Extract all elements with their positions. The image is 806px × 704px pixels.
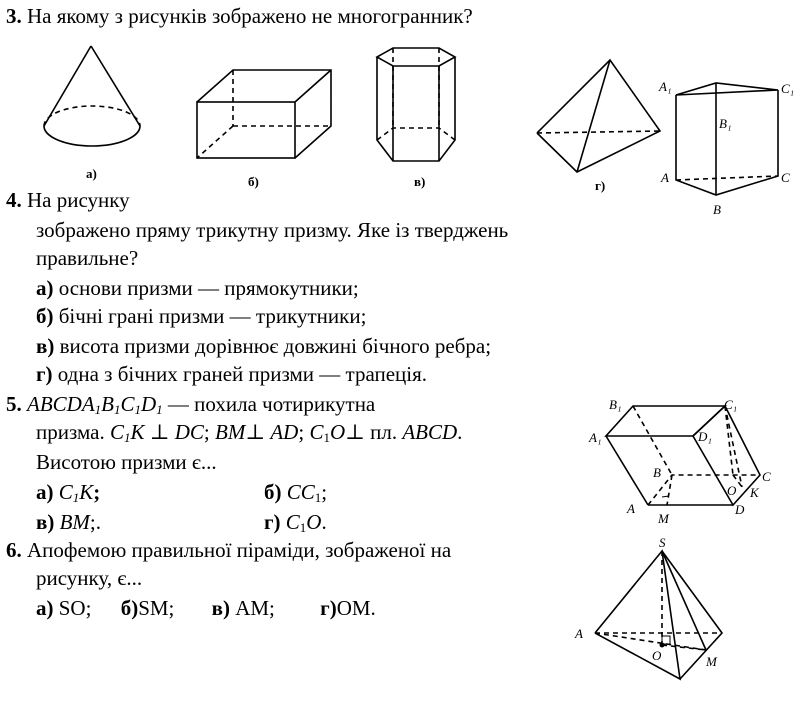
q6-option-c: в) AM;: [211, 596, 275, 620]
q4-option-a: а) основи призми — прямокутники;: [36, 276, 359, 300]
svg-text:A: A: [627, 501, 635, 516]
svg-text:M: M: [658, 511, 669, 526]
caption-a: а): [86, 166, 97, 181]
q5-prism-name: $ABCDA_1B_1C_1D_1$: [27, 392, 163, 417]
q6-option-a: а) SO;: [36, 596, 92, 620]
q4-text-1: На рисунку: [27, 188, 130, 212]
svg-text:K: K: [750, 485, 759, 500]
svg-text:C: C: [762, 469, 771, 484]
q5-line3: Висотою призми є...: [36, 450, 217, 474]
svg-text:C₁: C₁: [724, 397, 738, 412]
q4-option-c: в) висота призми дорівнює довжині бічного ребра;: [36, 334, 492, 358]
q4-option-b: б) бічні грані призми — трикутники;: [36, 304, 367, 328]
q5-option-b: б) $CC_1$;: [264, 480, 328, 505]
q6-option-b: б)SM;: [120, 596, 175, 620]
q4-option-d: г) одна з бічних граней призми — трапеція.: [36, 362, 428, 386]
q5-option-a: а) $C_1K$;: [36, 480, 101, 505]
caption-c: в): [414, 174, 426, 189]
q5-option-d: г) $C_1O$.: [264, 510, 327, 535]
q5-line2: призма. $C_1K$ ⊥ DC; BM⊥ AD; $C_1O\perp$ пл. ABCD.: [36, 420, 463, 445]
q3-text: На якому з рисунків зображено не многогранник?: [27, 4, 473, 28]
label-C1: C₁: [781, 81, 795, 96]
svg-text:D₁: D₁: [698, 429, 712, 444]
svg-text:O: O: [652, 648, 662, 663]
q5-option-c: в) BM;.: [36, 510, 102, 534]
q4-line2: зображено пряму трикутну призму. Яке із тверджень: [36, 218, 509, 242]
svg-text:B₁: B₁: [609, 397, 622, 412]
q5-number: 5.: [6, 392, 22, 416]
q6-line1: 6. Апофемою правильної піраміди, зображеної на: [6, 538, 452, 562]
svg-text:O: O: [727, 483, 737, 498]
svg-text:A: A: [575, 626, 583, 641]
q6-option-d: г)OM.: [320, 596, 376, 620]
label-B: B: [713, 202, 721, 217]
label-B1: B₁: [719, 116, 732, 131]
caption-d: г): [595, 178, 606, 193]
q4-number: 4.: [6, 188, 22, 212]
q4-line3: правильне?: [36, 246, 139, 270]
q3-number: 3.: [6, 4, 22, 28]
label-A: A: [661, 170, 669, 185]
label-C: C: [781, 170, 790, 185]
svg-text:S: S: [659, 535, 666, 550]
svg-text:M: M: [706, 654, 717, 669]
svg-text:A₁: A₁: [589, 430, 602, 445]
svg-text:D: D: [735, 502, 745, 517]
svg-text:B: B: [653, 465, 661, 480]
q6-line2: рисунку, є...: [36, 566, 143, 590]
caption-b: б): [248, 174, 259, 189]
q5-line1: 5. $ABCDA_1B_1C_1D_1$ — похила чотирикутна: [6, 392, 376, 417]
q6-number: 6.: [6, 538, 22, 562]
label-A1: A₁: [659, 79, 672, 94]
